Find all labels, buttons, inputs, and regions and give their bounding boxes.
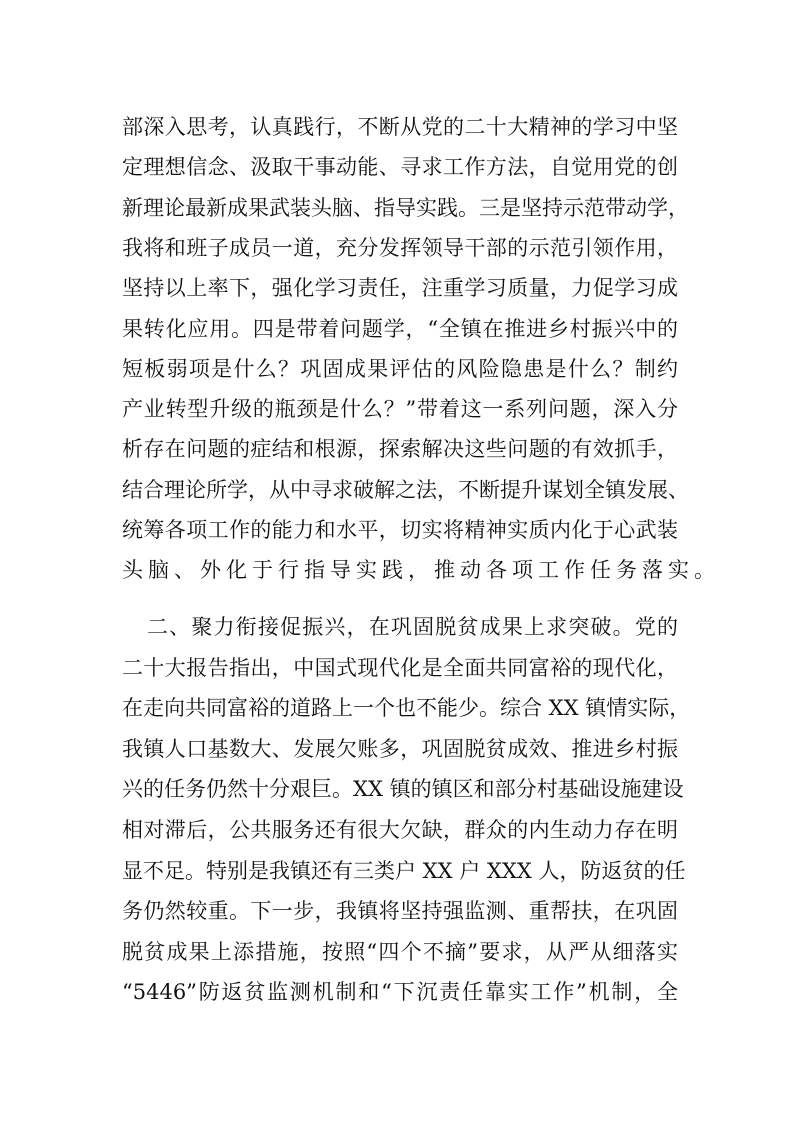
text-line: 我镇人口基数大、发展欠账多，巩固脱贫成效、推进乡村振 <box>122 736 678 761</box>
text-line: 我将和班子成员一道，充分发挥领导干部的示范引领作用， <box>122 235 678 260</box>
text-line: 短板弱项是什么？巩固成果评估的风险隐患是什么？制约 <box>122 356 678 381</box>
text-line: 二、聚力衔接促振兴，在巩固脱贫成果上求突破。党的 <box>147 615 678 639</box>
text-line: 脱贫成果上添措施，按照“四个不摘”要求，从严从细落实 <box>122 939 678 964</box>
text-line: 定理想信念、汲取干事动能、寻求工作方法，自觉用党的创 <box>122 155 678 180</box>
text-line: 部深入思考，认真践行，不断从党的二十大精神的学习中坚 <box>122 115 678 139</box>
text-line: 果转化应用。四是带着问题学，“全镇在推进乡村振兴中的 <box>122 316 678 341</box>
text-line: 新理论最新成果武装头脑、指导实践。三是坚持示范带动学， <box>122 195 689 220</box>
text-line: 兴的任务仍然十分艰巨。XX 镇的镇区和部分村基础设施建设 <box>122 777 684 802</box>
text-line: 显不足。特别是我镇还有三类户 XX 户 XXX 人，防返贫的任 <box>122 858 686 883</box>
text-line: 相对滞后，公共服务还有很大欠缺，群众的内生动力存在明 <box>122 818 678 842</box>
text-line: 务仍然较重。下一步，我镇将坚持强监测、重帮扶，在巩固 <box>122 899 678 924</box>
text-line: 坚持以上率下，强化学习责任，注重学习质量，力促学习成 <box>122 276 678 301</box>
text-line: 在走向共同富裕的道路上一个也不能少。综合 XX 镇情实际， <box>122 696 691 721</box>
text-line: 析存在问题的症结和根源，探索解决这些问题的有效抓手， <box>122 437 678 462</box>
text-line: 头脑、外化于行指导实践，推动各项工作任务落实。 <box>122 558 720 583</box>
text-line: 产业转型升级的瓶颈是什么？”带着这一系列问题，深入分 <box>122 397 678 422</box>
text-line: 统筹各项工作的能力和水平，切实将精神实质内化于心武装 <box>122 518 678 542</box>
text-line: 二十大报告指出，中国式现代化是全面共同富裕的现代化， <box>122 655 678 680</box>
text-line: “5446”防返贫监测机制和“下沉责任靠实工作”机制，全 <box>122 980 678 1005</box>
text-line: 结合理论所学，从中寻求破解之法，不断提升谋划全镇发展、 <box>122 477 689 502</box>
